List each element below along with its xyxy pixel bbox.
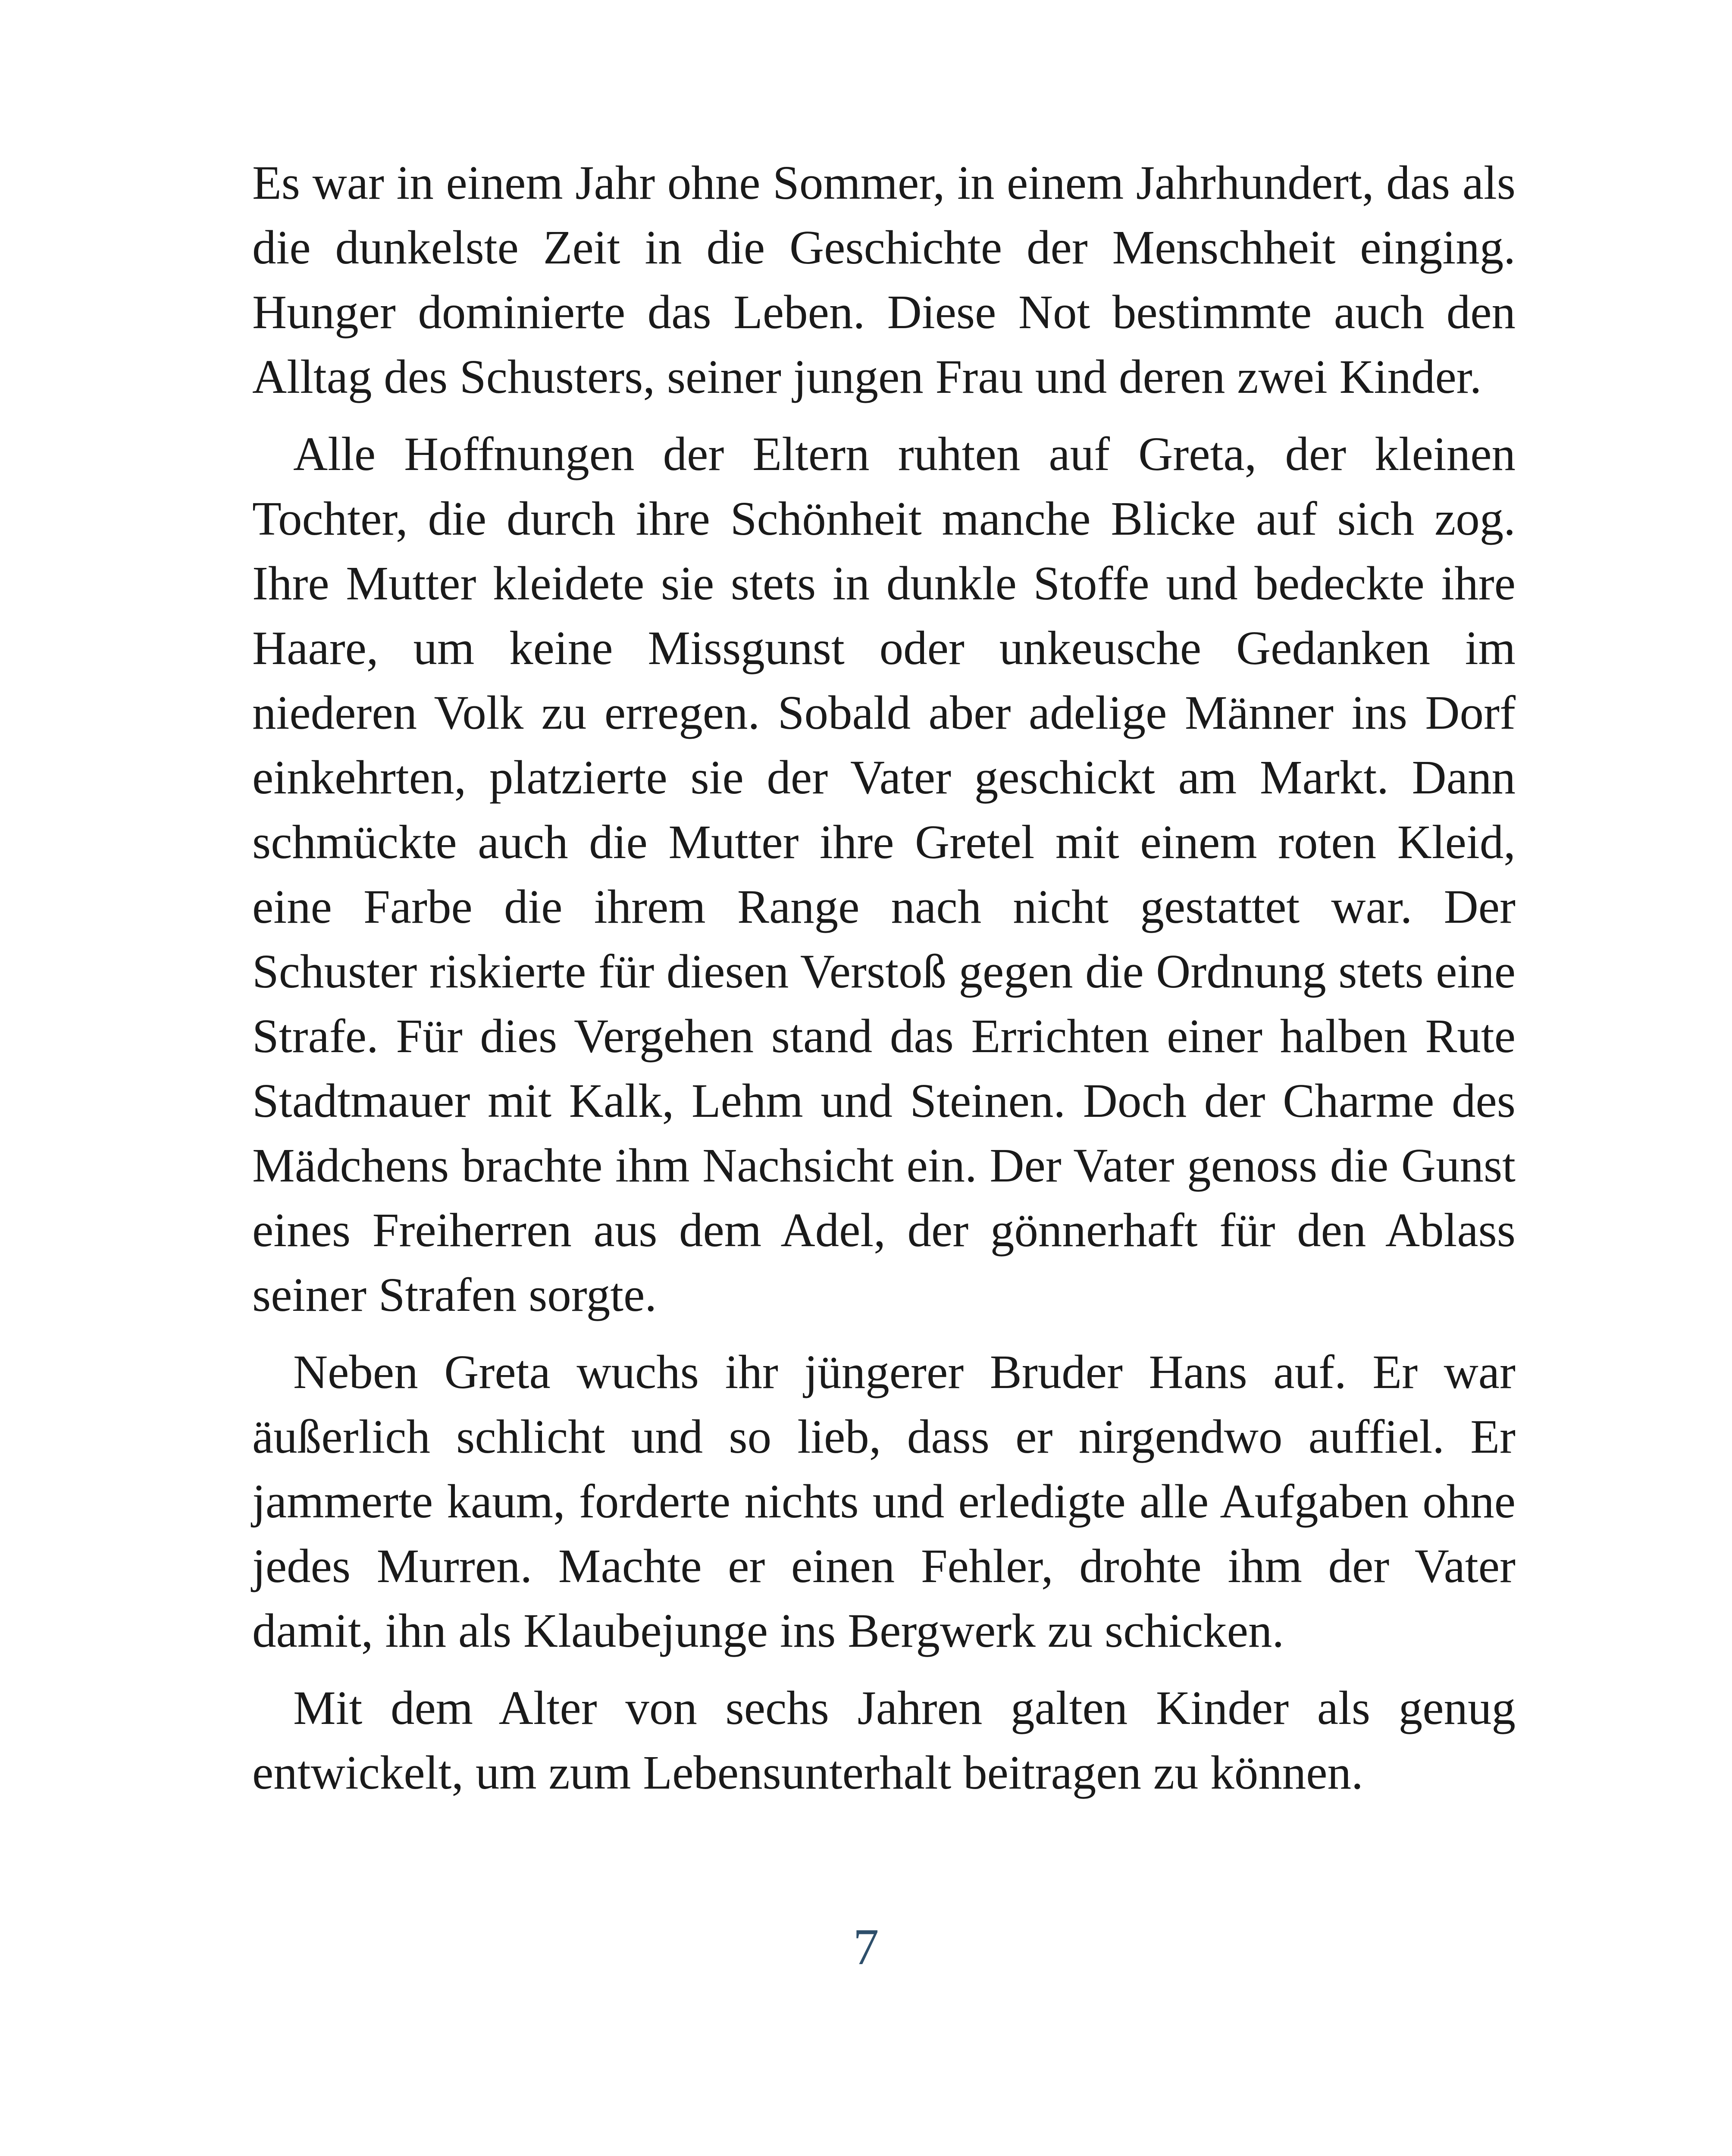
paragraph-4: Mit dem Alter von sechs Jahren galten Kinder als genug entwickelt, um zum Lebensunterhalt beitragen zu können.	[252, 1682, 1516, 1799]
paragraph-3: Neben Greta wuchs ihr jüngerer Bruder Hans auf. Er war äußerlich schlicht und so lieb, dass er nirgendwo auffiel. Er jammerte kaum, forderte nichts und erledigte alle Aufgaben ohne jedes Murren. Machte er einen Fehler, drohte ihm der Vater damit, ihn als Klaubejunge ins Bergwerk zu schicken.	[252, 1346, 1516, 1658]
paragraph-2: Alle Hoffnungen der Eltern ruhten auf Greta, der kleinen Tochter, die durch ihre Schönheit manche Blicke auf sich zog. Ihre Mutter kleidete sie stets in dunkle Stoffe und bedeckte ihre Haare, um keine Missgunst oder unkeusche Gedanken im niederen Volk zu erregen. Sobald aber adelige Männer ins Dorf einkehrten, platzierte sie der Vater geschickt am Markt. Dann schmückte auch die Mutter ihre Gretel mit einem roten Kleid, eine Farbe die ihrem Range nach nicht gestattet war. Der Schuster riskierte für diesen Verstoß gegen die Ordnung stets eine Strafe. Für dies Vergehen stand das Errichten einer halben Rute Stadtmauer mit Kalk, Lehm und Steinen. Doch der Charme des Mädchens brachte ihm Nachsicht ein. Der Vater genoss die Gunst eines Freiherren aus dem Adel, der gönnerhaft für den Ablass seiner Strafen sorgte.	[252, 428, 1516, 1322]
page-number: 7	[853, 1918, 879, 1975]
paragraph-1: Es war in einem Jahr ohne Sommer, in einem Jahrhundert, das als die dunkelste Zeit in die Geschichte der Menschheit einging. Hunger dominierte das Leben. Diese Not bestimmte auch den Alltag des Schusters, seiner jungen Frau und deren zwei Kinder.	[252, 157, 1516, 404]
body-text	[252, 151, 1516, 1818]
